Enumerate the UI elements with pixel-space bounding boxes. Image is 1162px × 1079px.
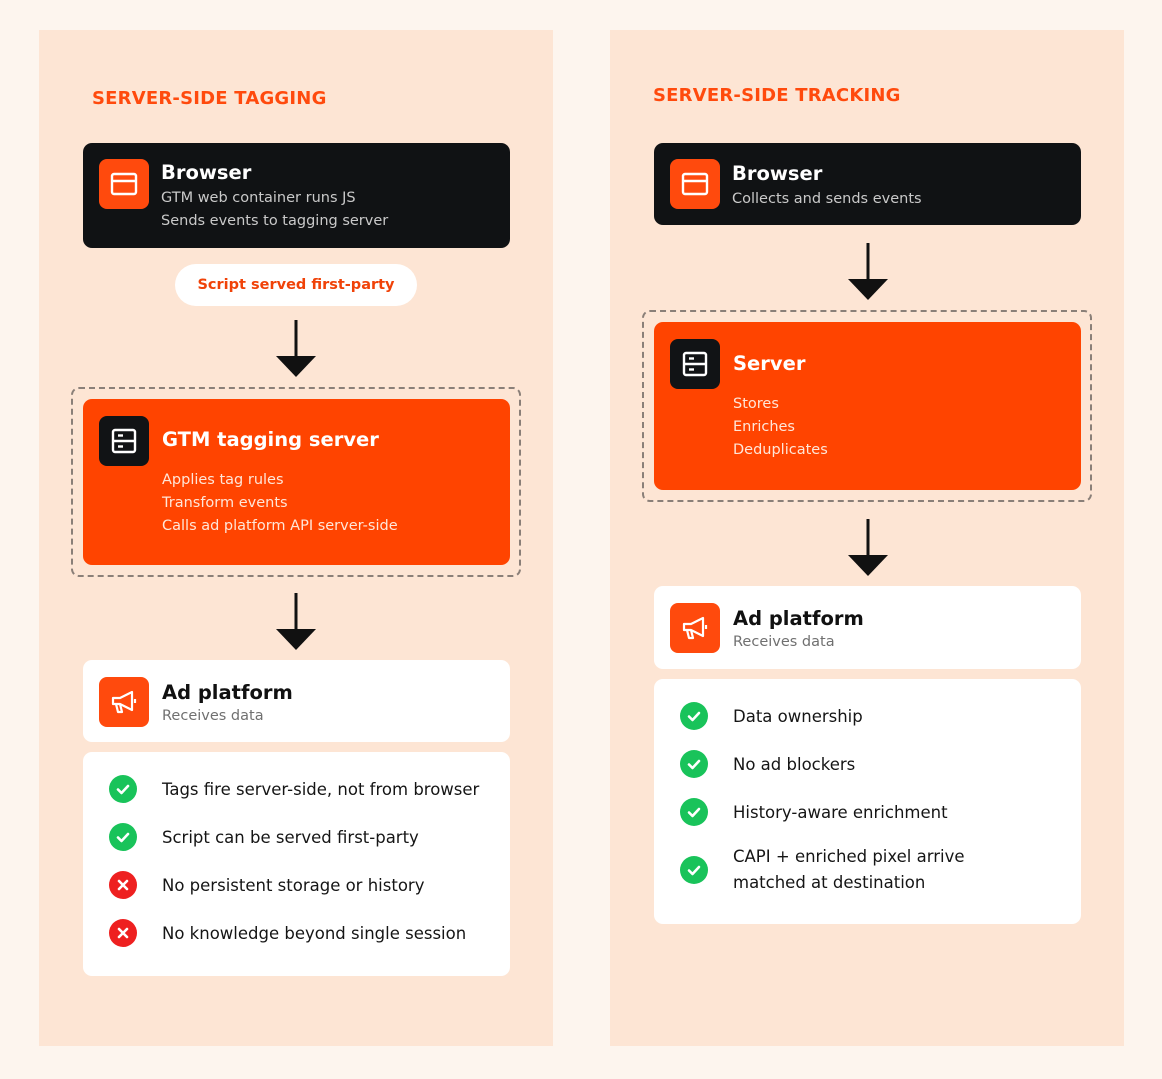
browser-card-tagging — [83, 143, 510, 248]
card-title: Ad platform — [162, 681, 293, 704]
checklist-item — [680, 702, 1073, 730]
card-line: Transform events — [162, 495, 288, 511]
card-line: Enriches — [733, 419, 795, 435]
card-subtitle: Receives data — [162, 708, 264, 724]
checklist-item — [109, 775, 502, 803]
card-title: Browser — [161, 161, 252, 184]
down-arrow-icon — [846, 241, 890, 301]
checklist-item — [680, 750, 1073, 778]
server-icon — [99, 416, 149, 466]
checklist-item — [680, 844, 1073, 896]
check-icon — [680, 856, 708, 884]
checklist-item — [109, 919, 502, 947]
ad-platform-card-tagging — [83, 660, 510, 742]
cross-icon — [109, 919, 137, 947]
down-arrow-icon — [846, 517, 890, 577]
checklist-tracking — [654, 679, 1081, 924]
browser-window-icon — [99, 159, 149, 209]
panel-title-tracking: SERVER-SIDE TRACKING — [653, 85, 901, 106]
checklist-tagging — [83, 752, 510, 976]
card-line: Sends events to tagging server — [161, 213, 389, 229]
card-line: GTM web container runs JS — [161, 190, 356, 206]
card-title: Ad platform — [733, 607, 864, 630]
card-line: Deduplicates — [733, 442, 828, 458]
checklist-text: Tags fire server-side, not from browser — [162, 779, 480, 799]
checklist-item — [109, 871, 502, 899]
check-icon — [680, 798, 708, 826]
check-icon — [109, 775, 137, 803]
first-party-script-pill: Script served first-party — [175, 264, 417, 306]
down-arrow-icon — [274, 318, 318, 378]
gtm-tagging-server-card — [83, 399, 510, 565]
checklist-text: No persistent storage or history — [162, 875, 425, 895]
checklist-text: No knowledge beyond single session — [162, 923, 467, 943]
check-icon — [680, 750, 708, 778]
panel-title-tagging: SERVER-SIDE TAGGING — [92, 88, 327, 109]
server-card-tracking — [654, 322, 1081, 490]
card-title: Server — [733, 352, 806, 375]
card-line: Stores — [733, 396, 779, 412]
megaphone-icon — [670, 603, 720, 653]
checklist-item — [680, 798, 1073, 826]
card-subtitle: Receives data — [733, 634, 835, 650]
checklist-text: Script can be served first-party — [162, 827, 419, 847]
browser-window-icon — [670, 159, 720, 209]
checklist-text: History-aware enrichment — [733, 802, 948, 822]
card-line: Applies tag rules — [162, 472, 284, 488]
megaphone-icon — [99, 677, 149, 727]
check-icon — [680, 702, 708, 730]
cross-icon — [109, 871, 137, 899]
card-title: GTM tagging server — [162, 428, 379, 451]
browser-card-tracking — [654, 143, 1081, 225]
check-icon — [109, 823, 137, 851]
checklist-text: No ad blockers — [733, 754, 856, 774]
server-icon — [670, 339, 720, 389]
checklist-text: Data ownership — [733, 706, 863, 726]
card-line: Collects and sends events — [732, 191, 922, 207]
down-arrow-icon — [274, 591, 318, 651]
card-line: Calls ad platform API server-side — [162, 518, 398, 534]
checklist-text: CAPI + enriched pixel arrive matched at destination — [733, 847, 965, 892]
ad-platform-card-tracking — [654, 586, 1081, 669]
checklist-item — [109, 823, 502, 851]
card-title: Browser — [732, 162, 823, 185]
